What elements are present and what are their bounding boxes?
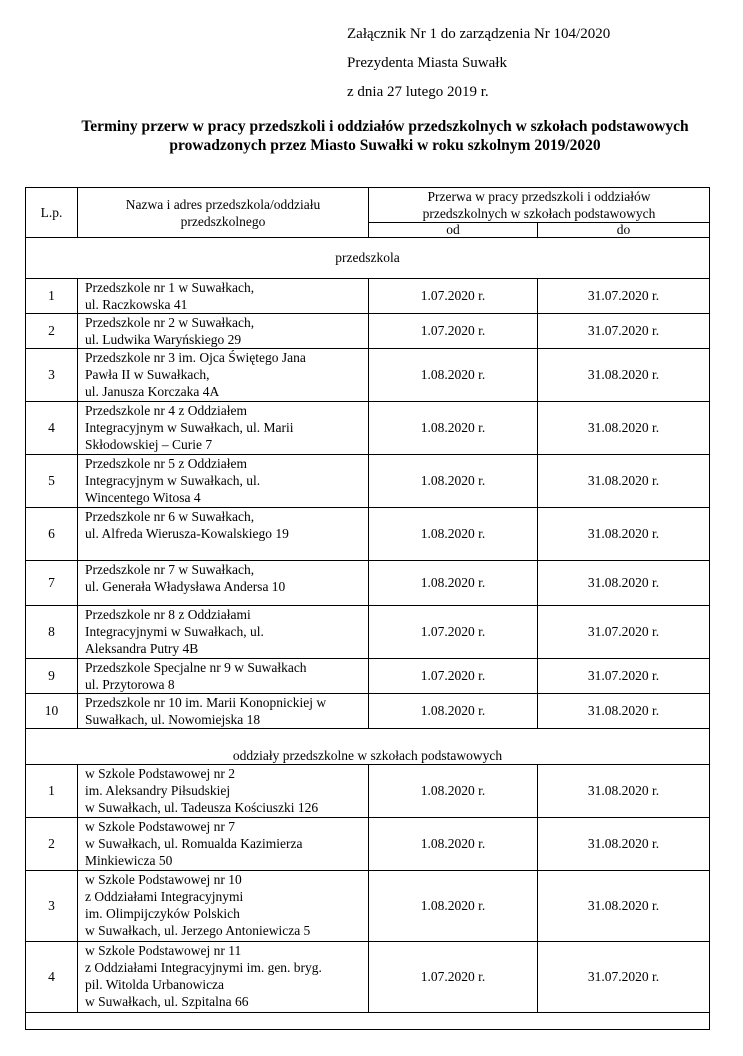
institution-name bbox=[78, 606, 369, 659]
institution-name bbox=[78, 942, 369, 1013]
section-row bbox=[26, 729, 710, 765]
table-row bbox=[26, 561, 710, 606]
institution-name-line: Integracyjnymi w Suwałkach, ul. bbox=[85, 624, 264, 639]
table-row bbox=[26, 314, 710, 349]
break-to-date: 31.08.2020 r. bbox=[538, 818, 710, 871]
institution-name-line: Przedszkole nr 4 z Oddziałem bbox=[85, 403, 247, 418]
table-row bbox=[26, 606, 710, 659]
row-number: 5 bbox=[26, 455, 78, 508]
institution-name bbox=[78, 279, 369, 314]
institution-name-line: w Suwałkach, ul. Tadeusza Kościuszki 126 bbox=[85, 800, 319, 815]
table-row bbox=[26, 871, 710, 942]
section-row bbox=[26, 238, 710, 279]
break-to-date: 31.08.2020 r. bbox=[538, 455, 710, 508]
column-header-to: do bbox=[538, 223, 710, 238]
institution-name-line: Pawła II w Suwałkach, bbox=[85, 367, 210, 382]
institution-name-line: w Szkole Podstawowej nr 2 bbox=[85, 766, 235, 781]
column-header-break: Przerwa w pracy przedszkoli i oddziałów przedszkolnych w szkołach podstawowych bbox=[369, 188, 710, 223]
row-number: 6 bbox=[26, 508, 78, 561]
break-to-date: 31.08.2020 r. bbox=[538, 349, 710, 402]
table-row bbox=[26, 942, 710, 1013]
institution-name-line: Przedszkole nr 8 z Oddziałami bbox=[85, 607, 251, 622]
institution-name bbox=[78, 694, 369, 729]
institution-name-line: im. Aleksandry Piłsudskiej bbox=[85, 783, 231, 798]
institution-name-line: im. Olimpijczyków Polskich bbox=[85, 906, 240, 921]
attachment-header bbox=[347, 20, 610, 107]
institution-name-line: Wincentego Witosa 4 bbox=[85, 490, 201, 505]
section-title: przedszkola bbox=[26, 238, 710, 279]
institution-name-line: w Suwałkach, ul. Romualda Kazimierza bbox=[85, 836, 303, 851]
table-row bbox=[26, 455, 710, 508]
row-number: 7 bbox=[26, 561, 78, 606]
column-header-lp: L.p. bbox=[26, 188, 78, 238]
institution-name-line: Przedszkole nr 10 im. Marii Konopnickiej w bbox=[85, 695, 327, 710]
table-row bbox=[26, 818, 710, 871]
header-line: Załącznik Nr 1 do zarządzenia Nr 104/2020 bbox=[347, 26, 611, 42]
break-from-date: 1.08.2020 r. bbox=[369, 508, 538, 561]
institution-name bbox=[78, 818, 369, 871]
break-to-date: 31.07.2020 r. bbox=[538, 942, 710, 1013]
institution-name-line: w Suwałkach, ul. Jerzego Antoniewicza 5 bbox=[85, 923, 311, 938]
institution-name-line: Integracyjnym w Suwałkach, ul. bbox=[85, 473, 261, 488]
institution-name-line: Skłodowskiej – Curie 7 bbox=[85, 437, 213, 452]
table-row bbox=[26, 349, 710, 402]
institution-name-line: Przedszkole Specjalne nr 9 w Suwałkach bbox=[85, 660, 307, 675]
institution-name bbox=[78, 561, 369, 606]
break-from-date: 1.08.2020 r. bbox=[369, 694, 538, 729]
section-title: oddziały przedszkolne w szkołach podstawowych bbox=[26, 729, 710, 765]
institution-name-line: w Szkole Podstawowej nr 10 bbox=[85, 872, 242, 887]
header-line: z dnia 27 lutego 2019 r. bbox=[347, 84, 489, 100]
break-to-date: 31.08.2020 r. bbox=[538, 402, 710, 455]
row-number: 3 bbox=[26, 349, 78, 402]
break-from-date: 1.08.2020 r. bbox=[369, 561, 538, 606]
break-from-date: 1.07.2020 r. bbox=[369, 942, 538, 1013]
table-row bbox=[26, 694, 710, 729]
institution-name-line: Przedszkole nr 5 z Oddziałem bbox=[85, 456, 247, 471]
institution-name-line: w Szkole Podstawowej nr 7 bbox=[85, 819, 235, 834]
break-from-date: 1.08.2020 r. bbox=[369, 349, 538, 402]
row-number: 4 bbox=[26, 942, 78, 1013]
institution-name-line: ul. Janusza Korczaka 4A bbox=[85, 384, 220, 399]
institution-name bbox=[78, 871, 369, 942]
break-to-date: 31.08.2020 r. bbox=[538, 561, 710, 606]
row-number: 1 bbox=[26, 765, 78, 818]
institution-name-line: ul. Przytorowa 8 bbox=[85, 677, 175, 692]
break-from-date: 1.08.2020 r. bbox=[369, 402, 538, 455]
break-from-date: 1.08.2020 r. bbox=[369, 765, 538, 818]
institution-name bbox=[78, 508, 369, 561]
column-header-from: od bbox=[369, 223, 538, 238]
break-from-date: 1.07.2020 r. bbox=[369, 606, 538, 659]
break-to-date: 31.08.2020 r. bbox=[538, 694, 710, 729]
institution-name-line: w Szkole Podstawowej nr 11 bbox=[85, 943, 242, 958]
institution-name-line: ul. Ludwika Waryńskiego 29 bbox=[85, 332, 242, 347]
break-to-date: 31.07.2020 r. bbox=[538, 314, 710, 349]
institution-name-line: Suwałkach, ul. Nowomiejska 18 bbox=[85, 712, 261, 727]
break-to-date: 31.08.2020 r. bbox=[538, 871, 710, 942]
break-from-date: 1.08.2020 r. bbox=[369, 871, 538, 942]
institution-name bbox=[78, 314, 369, 349]
institution-name-line: Przedszkole nr 7 w Suwałkach, bbox=[85, 562, 255, 577]
row-number: 8 bbox=[26, 606, 78, 659]
institution-name-line: Aleksandra Putry 4B bbox=[85, 641, 199, 656]
title-line: Terminy przerw w pracy przedszkoli i oddziałów przedszkolnych w szkołach podstawowych bbox=[81, 118, 689, 135]
row-number: 2 bbox=[26, 818, 78, 871]
document-title bbox=[40, 117, 730, 155]
institution-name-line: Minkiewicza 50 bbox=[85, 853, 173, 868]
institution-name-line: ul. Generała Władysława Andersa 10 bbox=[85, 579, 286, 594]
break-to-date: 31.08.2020 r. bbox=[538, 508, 710, 561]
row-number: 4 bbox=[26, 402, 78, 455]
table-row bbox=[26, 279, 710, 314]
institution-name bbox=[78, 349, 369, 402]
institution-name-line: Przedszkole nr 6 w Suwałkach, bbox=[85, 509, 255, 524]
institution-name-line: Integracyjnym w Suwałkach, ul. Marii bbox=[85, 420, 294, 435]
institution-name-line: z Oddziałami Integracyjnymi im. gen. bryg. bbox=[85, 960, 322, 975]
table-footer-row bbox=[26, 1013, 710, 1030]
institution-name-line: w Suwałkach, ul. Szpitalna 66 bbox=[85, 994, 249, 1009]
row-number: 2 bbox=[26, 314, 78, 349]
row-number: 1 bbox=[26, 279, 78, 314]
break-from-date: 1.07.2020 r. bbox=[369, 314, 538, 349]
institution-name bbox=[78, 455, 369, 508]
institution-name-line: Przedszkole nr 1 w Suwałkach, bbox=[85, 280, 255, 295]
column-header-name: Nazwa i adres przedszkola/oddziału przedszkolnego bbox=[78, 188, 369, 238]
institution-name-line: ul. Alfreda Wierusza-Kowalskiego 19 bbox=[85, 526, 289, 541]
schedule-table bbox=[25, 187, 710, 1030]
table-row bbox=[26, 765, 710, 818]
break-from-date: 1.07.2020 r. bbox=[369, 659, 538, 694]
table-row bbox=[26, 402, 710, 455]
institution-name bbox=[78, 402, 369, 455]
break-to-date: 31.07.2020 r. bbox=[538, 279, 710, 314]
title-line: prowadzonych przez Miasto Suwałki w roku szkolnym 2019/2020 bbox=[169, 137, 601, 154]
institution-name-line: z Oddziałami Integracyjnymi bbox=[85, 889, 244, 904]
institution-name-line: pil. Witolda Urbanowicza bbox=[85, 977, 225, 992]
break-from-date: 1.08.2020 r. bbox=[369, 818, 538, 871]
table-row bbox=[26, 659, 710, 694]
institution-name-line: Przedszkole nr 2 w Suwałkach, bbox=[85, 315, 255, 330]
institution-name-line: ul. Raczkowska 41 bbox=[85, 297, 188, 312]
break-from-date: 1.07.2020 r. bbox=[369, 279, 538, 314]
row-number: 3 bbox=[26, 871, 78, 942]
row-number: 10 bbox=[26, 694, 78, 729]
institution-name bbox=[78, 765, 369, 818]
header-line: Prezydenta Miasta Suwałk bbox=[347, 55, 507, 71]
table-row bbox=[26, 508, 710, 561]
break-to-date: 31.07.2020 r. bbox=[538, 659, 710, 694]
break-to-date: 31.07.2020 r. bbox=[538, 606, 710, 659]
break-to-date: 31.08.2020 r. bbox=[538, 765, 710, 818]
break-from-date: 1.08.2020 r. bbox=[369, 455, 538, 508]
institution-name-line: Przedszkole nr 3 im. Ojca Świętego Jana bbox=[85, 350, 306, 365]
row-number: 9 bbox=[26, 659, 78, 694]
institution-name bbox=[78, 659, 369, 694]
